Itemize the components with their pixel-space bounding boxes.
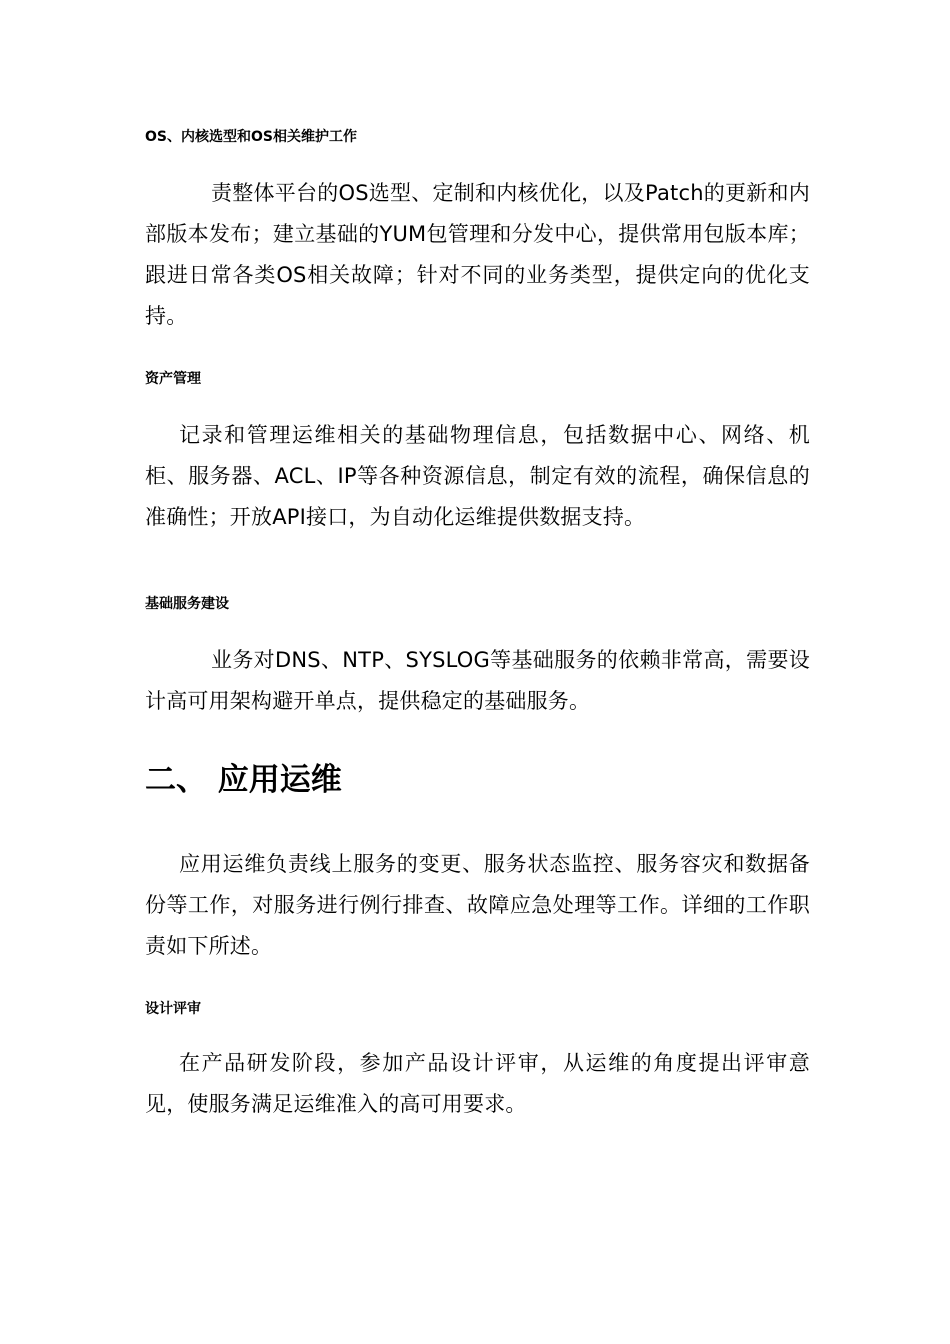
- section-heading-os: OS、内核选型和OS相关维护工作: [145, 129, 357, 145]
- section-body-design-review: 在产品研发阶段，参加产品设计评审，从运维的角度提出评审意见，使服务满足运维准入的高可用要求。: [145, 1051, 810, 1116]
- section-body-os: 责整体平台的OS选型、定制和内核优化，以及Patch的更新和内部版本发布；建立基础的YUM包管理和分发中心，提供常用包版本库；跟进日常各类OS相关故障；针对不同的业务类型，提供定向的优化支持。: [145, 181, 810, 328]
- section-heading-infra: 基础服务建设: [145, 596, 229, 612]
- section-body-asset: 记录和管理运维相关的基础物理信息，包括数据中心、网络、机柜、服务器、ACL、IP等各种资源信息，制定有效的流程，确保信息的准确性；开放API接口，为自动化运维提供数据支持。: [145, 423, 810, 529]
- section-heading-design-review: 设计评审: [145, 1001, 201, 1017]
- chapter-heading-app-ops: 二、 应用运维: [145, 762, 342, 798]
- section-body-infra: 业务对DNS、NTP、SYSLOG等基础服务的依赖非常高，需要设计高可用架构避开单点，提供稳定的基础服务。: [145, 648, 810, 713]
- chapter-body-app-ops: 应用运维负责线上服务的变更、服务状态监控、服务容灾和数据备份等工作，对服务进行例行排查、故障应急处理等工作。详细的工作职责如下所述。: [145, 852, 810, 958]
- section-heading-asset: 资产管理: [145, 371, 201, 387]
